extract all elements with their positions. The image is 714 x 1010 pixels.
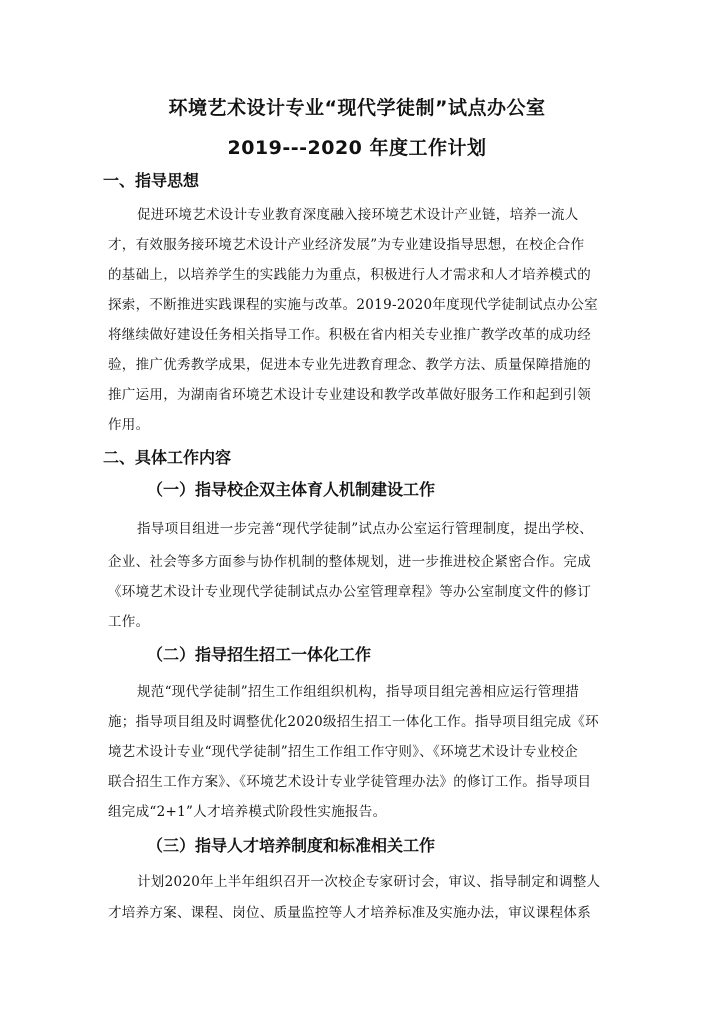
paragraph-line: 的基础上，以培养学生的实践能力为重点，积极进行人才需求和人才培养模式的 [108, 267, 591, 283]
paragraph-line: 促进环境艺术设计专业教育深度融入接环境艺术设计产业链，培养一流人 [137, 207, 579, 223]
section-heading-work-content: 二、具体工作内容 [103, 448, 232, 467]
paragraph-line: 探索，不断推进实践课程的实施与改革。2019-2020年度现代学徒制试点办公室 [108, 297, 598, 313]
paragraph-line: 指导项目组进一步完善“现代学徒制”试点办公室运行管理制度，提出学校、 [137, 521, 594, 537]
section-heading-guiding-ideology: 一、指导思想 [103, 171, 200, 190]
subsection-heading-training-standards: （三）指导人才培养制度和标准相关工作 [147, 836, 436, 855]
paragraph-line: 作用。 [108, 417, 150, 433]
paragraph-line: 组完成“2+1”人才培养模式阶段性实施报告。 [108, 804, 387, 820]
paragraph-line: 才培养方案、课程、岗位、质量监控等人才培养标准及实施办法，审议课程体系 [108, 905, 591, 921]
subsection-heading-enrollment: （二）指导招生招工一体化工作 [147, 645, 372, 664]
subsection-heading-mechanism: （一）指导校企双主体育人机制建设工作 [147, 480, 436, 499]
paragraph-line: 计划2020年上半年组织召开一次校企专家研讨会，审议、指导制定和调整人 [137, 874, 601, 890]
paragraph-line: 联合招生工作方案》、《环境艺术设计专业学徒管理办法》的修订工作。指导项目 [108, 774, 592, 790]
paragraph-line: 工作。 [108, 614, 150, 630]
paragraph-line: 验，推广优秀教学成果，促进本专业先进教育理念、教学方法、质量保障措施的 [108, 357, 591, 373]
paragraph-line: 境艺术设计专业“现代学徒制”招生工作组工作守则》、《环境艺术设计专业校企 [108, 744, 579, 760]
paragraph-line: 企业、社会等多方面参与协作机制的整体规划，进一步推进校企紧密合作。完成 [108, 554, 591, 570]
paragraph-line: 规范“现代学徒制”招生工作组组织机构，指导项目组完善相应运行管理措 [137, 684, 580, 700]
paragraph-line: 才，有效服务接环境艺术设计产业经济发展”为专业建设指导思想，在校企合作 [108, 237, 585, 253]
paragraph-line: 《环境艺术设计专业现代学徒制试点办公室管理章程》等办公室制度文件的修订 [108, 584, 591, 600]
document-title: 环境艺术设计专业“现代学徒制”试点办公室 [168, 97, 546, 119]
paragraph-line: 推广运用，为湖南省环境艺术设计专业建设和教学改革做好服务工作和起到引领 [108, 387, 591, 403]
document-subtitle: 2019---2020 年度工作计划 [227, 137, 487, 159]
paragraph-line: 将继续做好建设任务相关指导工作。积极在省内相关专业推广教学改革的成功经 [108, 327, 591, 343]
paragraph-line: 施；指导项目组及时调整优化2020级招生招工一体化工作。指导项目组完成《环 [108, 714, 599, 730]
